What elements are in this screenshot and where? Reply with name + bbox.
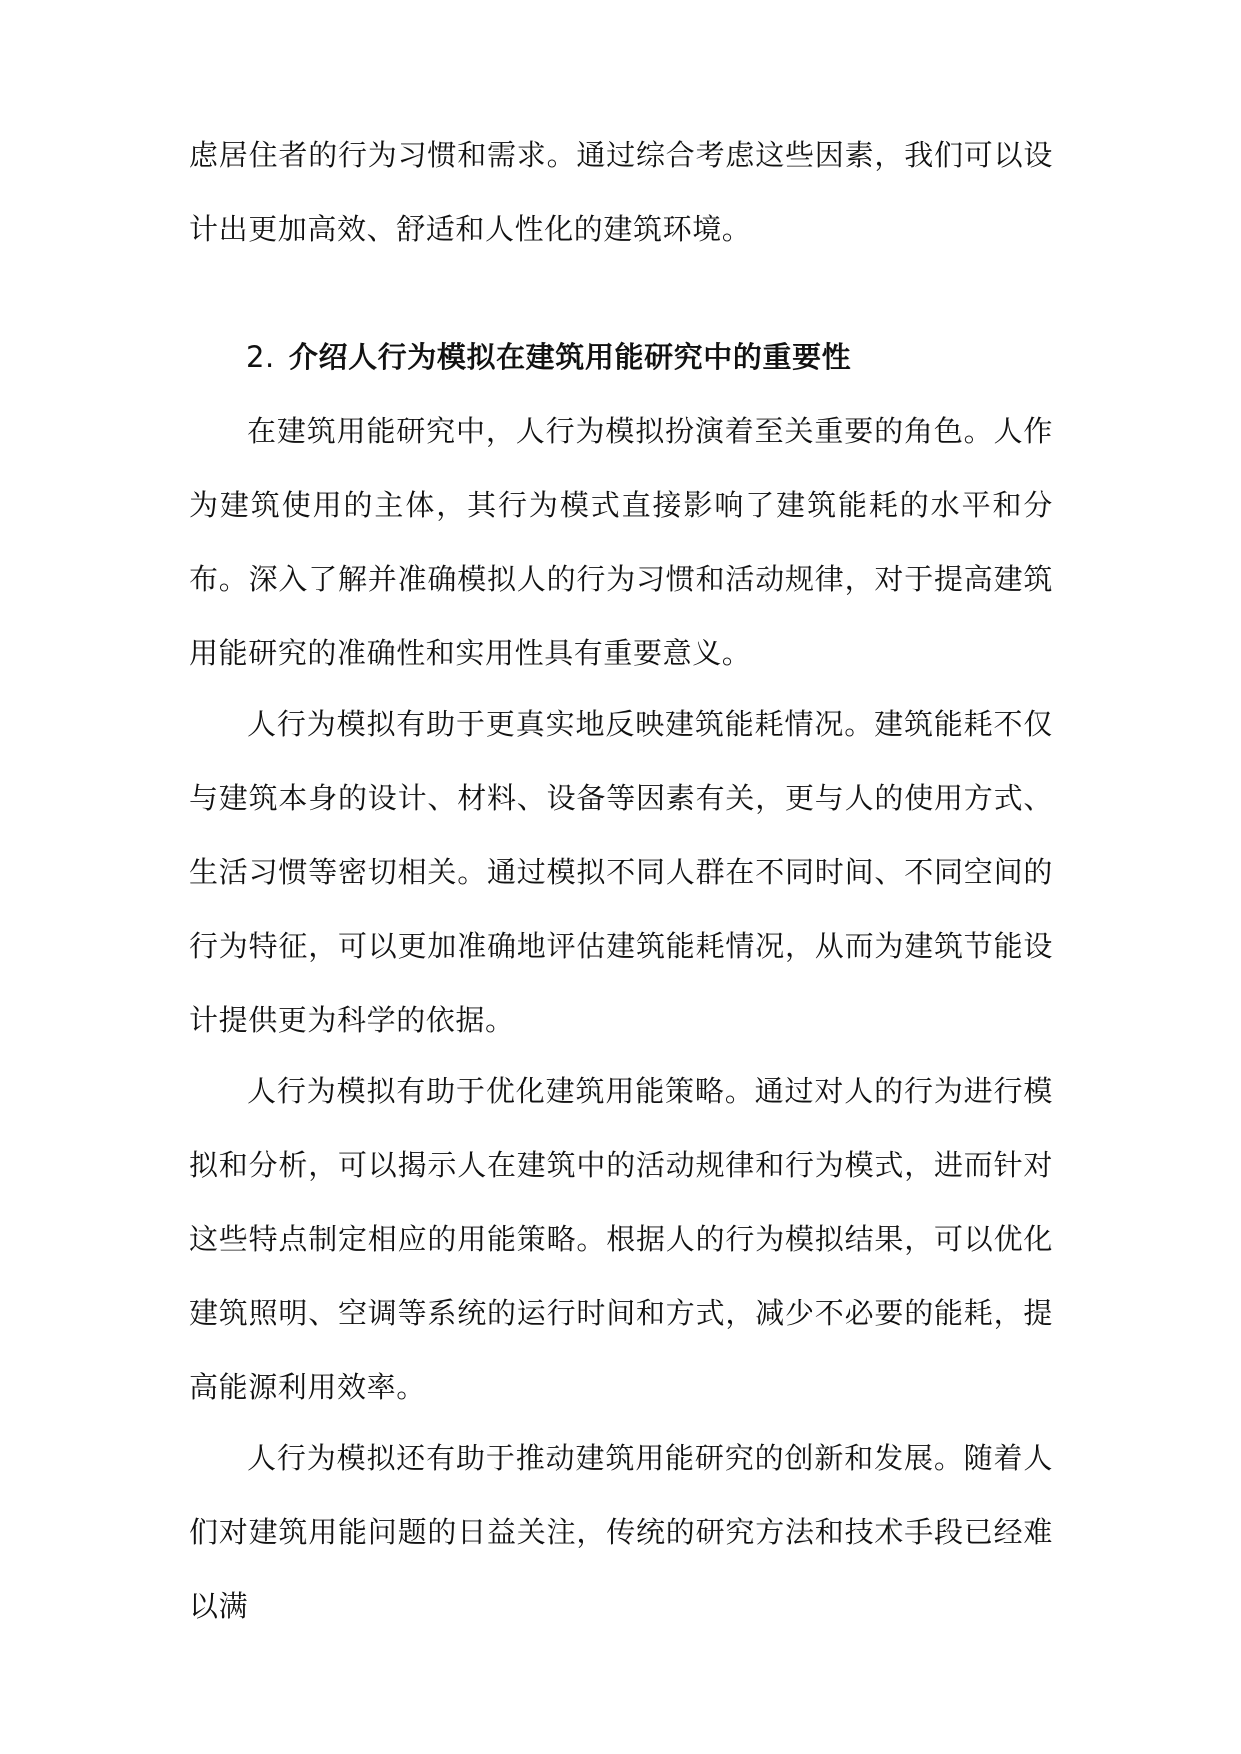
continuation-paragraph: 虑居住者的行为习惯和需求。通过综合考虑这些因素，我们可以设计出更加高效、舒适和人性化的建筑环境。 [189,138,1053,246]
section-number: 2. [246,340,275,374]
section-title: 介绍人行为模拟在建筑用能研究中的重要性 [288,340,852,374]
body-paragraph: 人行为模拟还有助于推动建筑用能研究的创新和发展。随着人们对建筑用能问题的日益关注，传统的研究方法和技术手段已经难以满 [189,1441,1053,1623]
body-paragraph: 人行为模拟有助于优化建筑用能策略。通过对人的行为进行模拟和分析，可以揭示人在建筑中的活动规律和行为模式，进而针对这些特点制定相应的用能策略。根据人的行为模拟结果，可以优化建筑照明、空调等系统的运行时间和方式，减少不必要的能耗，提高能源利用效率。 [189,1074,1053,1404]
body-paragraph: 人行为模拟有助于更真实地反映建筑能耗情况。建筑能耗不仅与建筑本身的设计、材料、设备等因素有关，更与人的使用方式、生活习惯等密切相关。通过模拟不同人群在不同时间、不同空间的行为特征，可以更加准确地评估建筑能耗情况，从而为建筑节能设计提供更为科学的依据。 [189,707,1053,1037]
body-paragraph: 在建筑用能研究中，人行为模拟扮演着至关重要的角色。人作为建筑使用的主体，其行为模式直接影响了建筑能耗的水平和分布。深入了解并准确模拟人的行为习惯和活动规律，对于提高建筑用能研究的准确性和实用性具有重要意义。 [189,414,1053,670]
section-heading [246,320,851,394]
